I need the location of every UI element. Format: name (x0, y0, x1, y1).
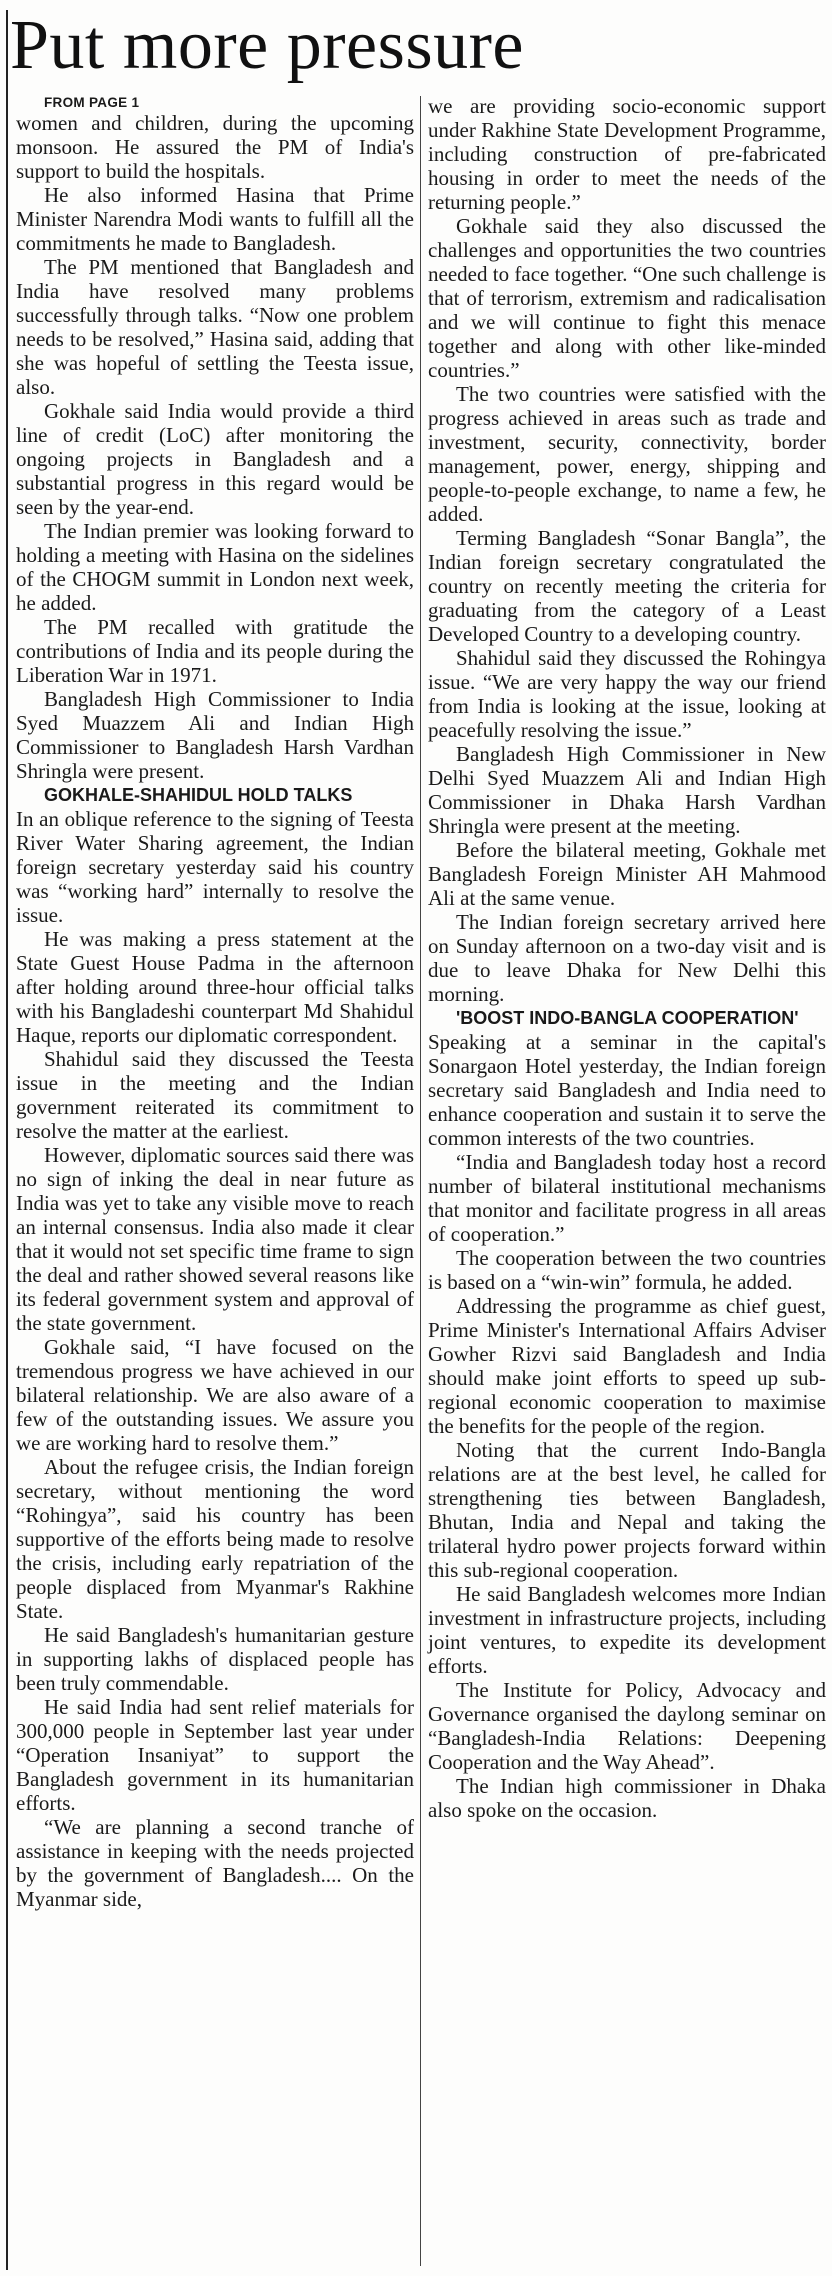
article-paragraph: women and children, during the upcoming monsoon. He assured the PM of India's support to build the hospitals. (16, 111, 414, 183)
article-paragraph: Before the bilateral meeting, Gokhale met Bangladesh Foreign Minister AH Mahmood Ali at the same venue. (428, 838, 826, 910)
from-page-label: FROM PAGE 1 (44, 95, 140, 110)
article-paragraph: He said Bangladesh welcomes more Indian investment in infrastructure projects, including joint ventures, to expedite its development efforts. (428, 1582, 826, 1678)
article-paragraph: Bangladesh High Commissioner to India Syed Muazzem Ali and Indian High Commissioner to Bangladesh Harsh Vardhan Shringla were present. (16, 687, 414, 783)
article-paragraph: He also informed Hasina that Prime Minister Narendra Modi wants to fulfill all the commitments he made to Bangladesh. (16, 183, 414, 255)
column-divider (420, 96, 421, 2266)
article-paragraph: Gokhale said, “I have focused on the tremendous progress we have achieved in our bilateral relationship. We are also aware of a few of the outstanding issues. We assure you we are working hard to resolve them.” (16, 1335, 414, 1455)
article-paragraph: Addressing the programme as chief guest, Prime Minister's International Affairs Adviser Gowher Rizvi said Bangladesh and India should make joint efforts to speed up sub-regional economic cooperation to maximise the benefits for the people of the region. (428, 1294, 826, 1438)
article-paragraph: Gokhale said India would provide a third line of credit (LoC) after monitoring the ongoing projects in Bangladesh and a substantial progress in this regard would be seen by the year-end. (16, 399, 414, 519)
article-paragraph: About the refugee crisis, the Indian foreign secretary, without mentioning the word “Rohingya”, said his country has been supportive of the efforts being made to resolve the crisis, including early repatriation of the people displaced from Myanmar's Rakhine State. (16, 1455, 414, 1623)
article-paragraph: “We are planning a second tranche of assistance in keeping with the needs projected by the government of Bangladesh.... On the Myanmar side, (16, 1815, 414, 1911)
article-paragraph: “India and Bangladesh today host a record number of bilateral institutional mechanisms that monitor and facilitate progress in all areas of cooperation.” (428, 1150, 826, 1246)
article-paragraph: The PM recalled with gratitude the contributions of India and its people during the Liberation War in 1971. (16, 615, 414, 687)
article-paragraph: Shahidul said they discussed the Rohingya issue. “We are very happy the way our friend from India is looking at the issue, looking at peacefully resolving the issue.” (428, 646, 826, 742)
section-subheading: GOKHALE-SHAHIDUL HOLD TALKS (44, 785, 353, 805)
article-paragraph: Speaking at a seminar in the capital's Sonargaon Hotel yesterday, the Indian foreign secretary said Bangladesh and India need to enhance cooperation and sustain it to serve the common interests of the two countries. (428, 1030, 826, 1150)
article-paragraph: He was making a press statement at the State Guest House Padma in the afternoon after holding around three-hour official talks with his Bangladeshi counterpart Md Shahidul Haque, reports our diplomatic correspondent. (16, 927, 414, 1047)
article-paragraph: He said India had sent relief materials for 300,000 people in September last year under “Operation Insaniyat” to support the Bangladesh government in its humanitarian efforts. (16, 1695, 414, 1815)
article-paragraph: However, diplomatic sources said there was no sign of inking the deal in near future as India was yet to take any visible move to reach an internal consensus. India also made it clear that it would not set specific time frame to sign the deal and rather showed several reasons like its federal government system and approval of the state government. (16, 1143, 414, 1335)
article-paragraph: Terming Bangladesh “Sonar Bangla”, the Indian foreign secretary congratulated the country on recently meeting the criteria for graduating from the category of a Least Developed Country to a developing country. (428, 526, 826, 646)
article-paragraph: Bangladesh High Commissioner in New Delhi Syed Muazzem Ali and Indian High Commissioner in Dhaka Harsh Vardhan Shringla were present at the meeting. (428, 742, 826, 838)
article-paragraph: He said Bangladesh's humanitarian gesture in supporting lakhs of displaced people has been truly commendable. (16, 1623, 414, 1695)
article-paragraph: we are providing socio-economic support under Rakhine State Development Programme, including construction of pre-fabricated housing in order to meet the needs of the returning people.” (428, 94, 826, 214)
article-paragraph: Gokhale said they also discussed the challenges and opportunities the two countries needed to face together. “One such challenge is that of terrorism, extremism and radicalisation and we will continue to fight this menace together and along with other like-minded countries.” (428, 214, 826, 382)
article-paragraph: The PM mentioned that Bangladesh and India have resolved many problems successfully through talks. “Now one problem needs to be resolved,” Hasina said, adding that she was hopeful of settling the Teesta issue, also. (16, 255, 414, 399)
article-paragraph: The Institute for Policy, Advocacy and Governance organised the daylong seminar on “Bangladesh-India Relations: Deepening Cooperation and the Way Ahead”. (428, 1678, 826, 1774)
article-column-right (428, 94, 826, 1822)
section-subheading: 'BOOST INDO-BANGLA COOPERATION' (456, 1008, 799, 1028)
headline: Put more pressure (10, 7, 524, 84)
article-paragraph: Noting that the current Indo-Bangla relations are at the best level, he called for strengthening ties between Bangladesh, Bhutan, India and Nepal and taking the trilateral hydro power projects forward within this sub-regional cooperation. (428, 1438, 826, 1582)
article-paragraph: The Indian high commissioner in Dhaka also spoke on the occasion. (428, 1774, 826, 1822)
article-paragraph: Shahidul said they discussed the Teesta issue in the meeting and the Indian government reiterated its commitment to resolve the matter at the earliest. (16, 1047, 414, 1143)
article-column-left (16, 94, 414, 1911)
article-paragraph: The Indian premier was looking forward to holding a meeting with Hasina on the sidelines of the CHOGM summit in London next week, he added. (16, 519, 414, 615)
left-border-rule (6, 10, 8, 2270)
article-paragraph: The two countries were satisfied with the progress achieved in areas such as trade and investment, security, connectivity, border management, power, energy, shipping and people-to-people exchange, to name a few, he added. (428, 382, 826, 526)
article-paragraph: In an oblique reference to the signing of Teesta River Water Sharing agreement, the Indian foreign secretary yesterday said his country was “working hard” internally to resolve the issue. (16, 807, 414, 927)
article-paragraph: The Indian foreign secretary arrived here on Sunday afternoon on a two-day visit and is due to leave Dhaka for New Delhi this morning. (428, 910, 826, 1006)
article-paragraph: The cooperation between the two countries is based on a “win-win” formula, he added. (428, 1246, 826, 1294)
